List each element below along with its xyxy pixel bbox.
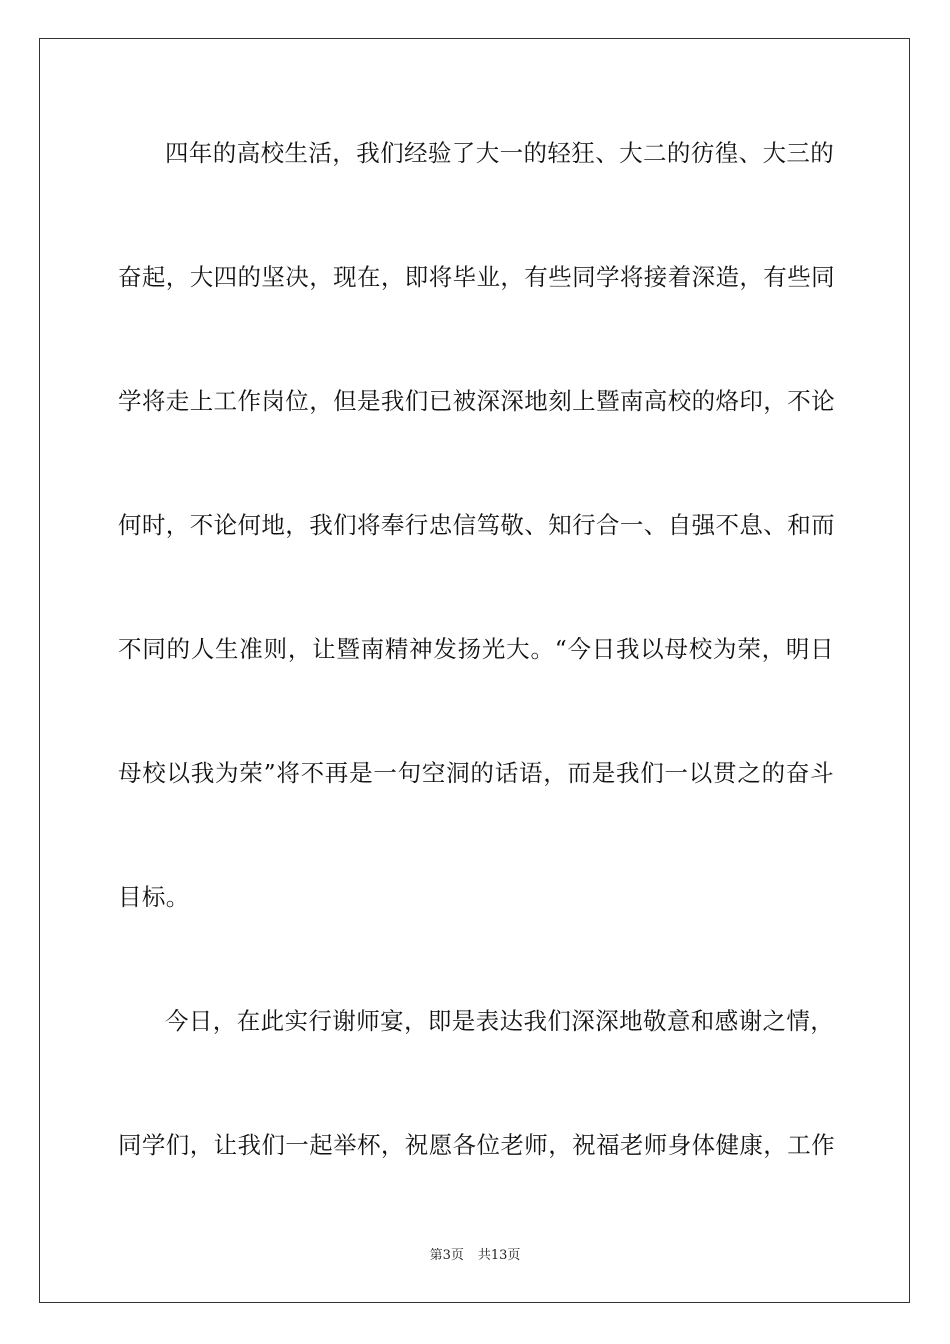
text-line: 四年的高校生活，我们经验了大一的轻狂、大二的彷徨、大三的: [165, 139, 835, 167]
text-line: 何时，不论何地，我们将奉行忠信笃敬、知行合一、自强不息、和而: [118, 511, 835, 539]
text-line: 目标。: [118, 883, 190, 911]
page-total: 共13页: [477, 1248, 521, 1263]
text-line: 奋起，大四的坚决，现在，即将毕业，有些同学将接着深造，有些同: [118, 263, 835, 291]
page-number: 第3页: [429, 1248, 464, 1263]
page-footer: [0, 1247, 950, 1265]
page-border: [39, 38, 910, 1303]
text-line: 不同的人生准则，让暨南精神发扬光大。“今日我以母校为荣，明日: [118, 635, 834, 663]
text-line: 母校以我为荣”将不再是一句空洞的话语，而是我们一以贯之的奋斗: [118, 759, 834, 787]
text-line: 学将走上工作岗位，但是我们已被深深地刻上暨南高校的烙印，不论: [118, 387, 835, 415]
text-line: 同学们，让我们一起举杯，祝愿各位老师，祝福老师身体健康，工作: [118, 1131, 835, 1159]
text-line: 今日，在此实行谢师宴，即是表达我们深深地敬意和感谢之情，: [165, 1007, 835, 1035]
